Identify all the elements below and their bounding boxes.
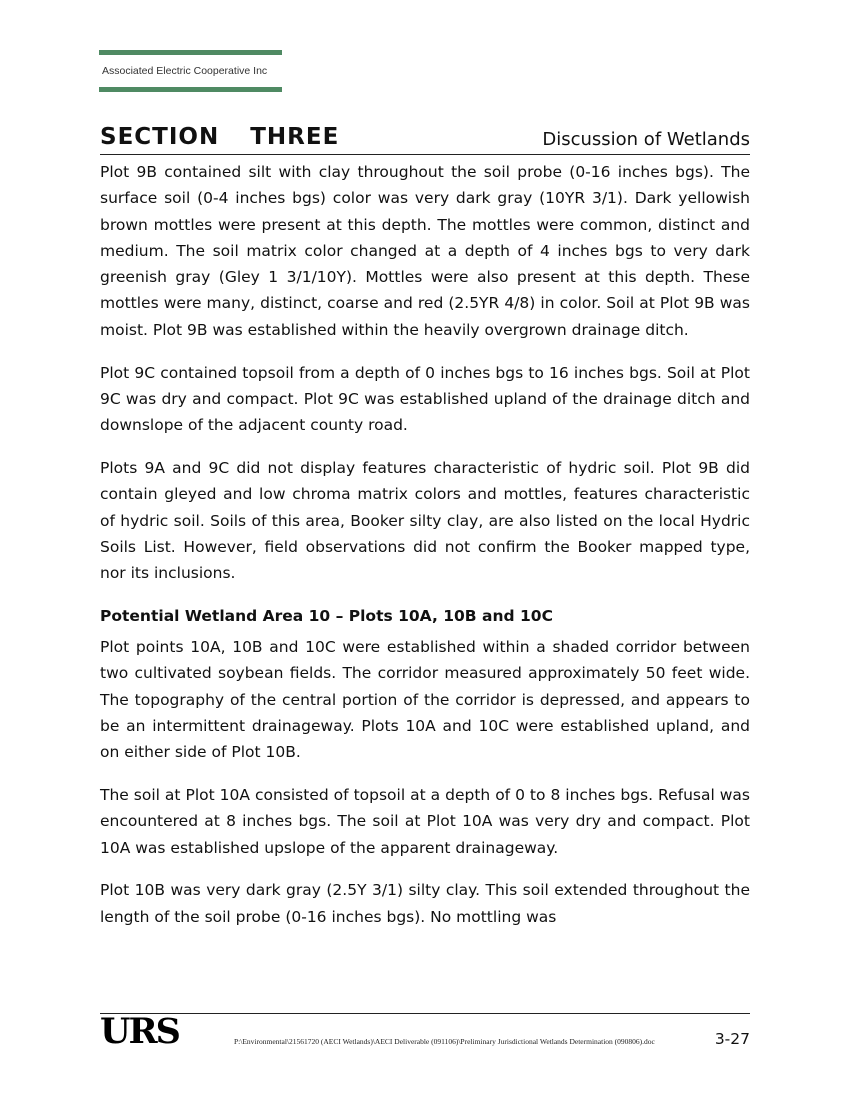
page-header	[100, 124, 750, 155]
paragraph-plot-10a: The soil at Plot 10A consisted of topsoil at a depth of 0 to 8 inches bgs. Refusal was encountered at 8 inches bgs. The soil at Plot 10A was very dry and compact. Plot 10A was established upslope of the apparent drainageway.	[100, 785, 750, 857]
subheading-wetland-area-10: Potential Wetland Area 10 – Plots 10A, 10B and 10C	[100, 606, 553, 625]
document-body	[100, 159, 750, 946]
paragraph-plots-9-summary: Plots 9A and 9C did not display features characteristic of hydric soil. Plot 9B did contain gleyed and low chroma matrix colors and mottles, features characteristic of hydric soil. Soils of this area, Booker silty clay, are also listed on the local Hydric Soils List. However, field observations did not confirm the Booker mapped type, nor its inclusions.	[100, 458, 750, 583]
section-title: Discussion of Wetlands	[542, 129, 750, 150]
footer-file-path: P:\Environmental\21561720 (AECI Wetlands)\AECI Deliverable (091106)\Preliminary Jurisdictional Wetlands Determination (090806).doc	[234, 1037, 655, 1046]
paragraph-plot-points-10: Plot points 10A, 10B and 10C were established within a shaded corridor between two cultivated soybean fields. The corridor measured approximately 50 feet wide. The topography of the central portion of the corridor is depressed, and appears to be an intermittent drainageway. Plots 10A and 10C were established upland, and on either side of Plot 10B.	[100, 637, 750, 762]
paragraph-plot-9c: Plot 9C contained topsoil from a depth of 0 inches bgs to 16 inches bgs. Soil at Plot 9C was dry and compact. Plot 9C was established upland of the drainage ditch and downslope of the adjacent county road.	[100, 363, 750, 435]
company-logo-text: Associated Electric Cooperative Inc	[102, 65, 268, 77]
page-number: 3-27	[714, 1030, 750, 1048]
company-logo	[99, 50, 282, 92]
paragraph-plot-10b: Plot 10B was very dark gray (2.5Y 3/1) silty clay. This soil extended throughout the length of the soil probe (0-16 inches bgs). No mottling was	[100, 881, 750, 926]
section-label: SECTION THREE	[100, 124, 340, 150]
footer-divider	[100, 1013, 750, 1014]
urs-logo: URS	[100, 1011, 179, 1052]
paragraph-plot-9b: Plot 9B contained silt with clay throughout the soil probe (0-16 inches bgs). The surface soil (0-4 inches bgs) color was very dark gray (10YR 3/1). Dark yellowish brown mottles were present at this depth. The mottles were common, distinct and medium. The soil matrix color changed at a depth of 4 inches bgs to very dark greenish gray (Gley 1 3/1/10Y). Mottles were also present at this depth. These mottles were many, distinct, coarse and red (2.5YR 4/8) in color. Soil at Plot 9B was moist. Plot 9B was established within the heavily overgrown drainage ditch.	[100, 163, 750, 339]
